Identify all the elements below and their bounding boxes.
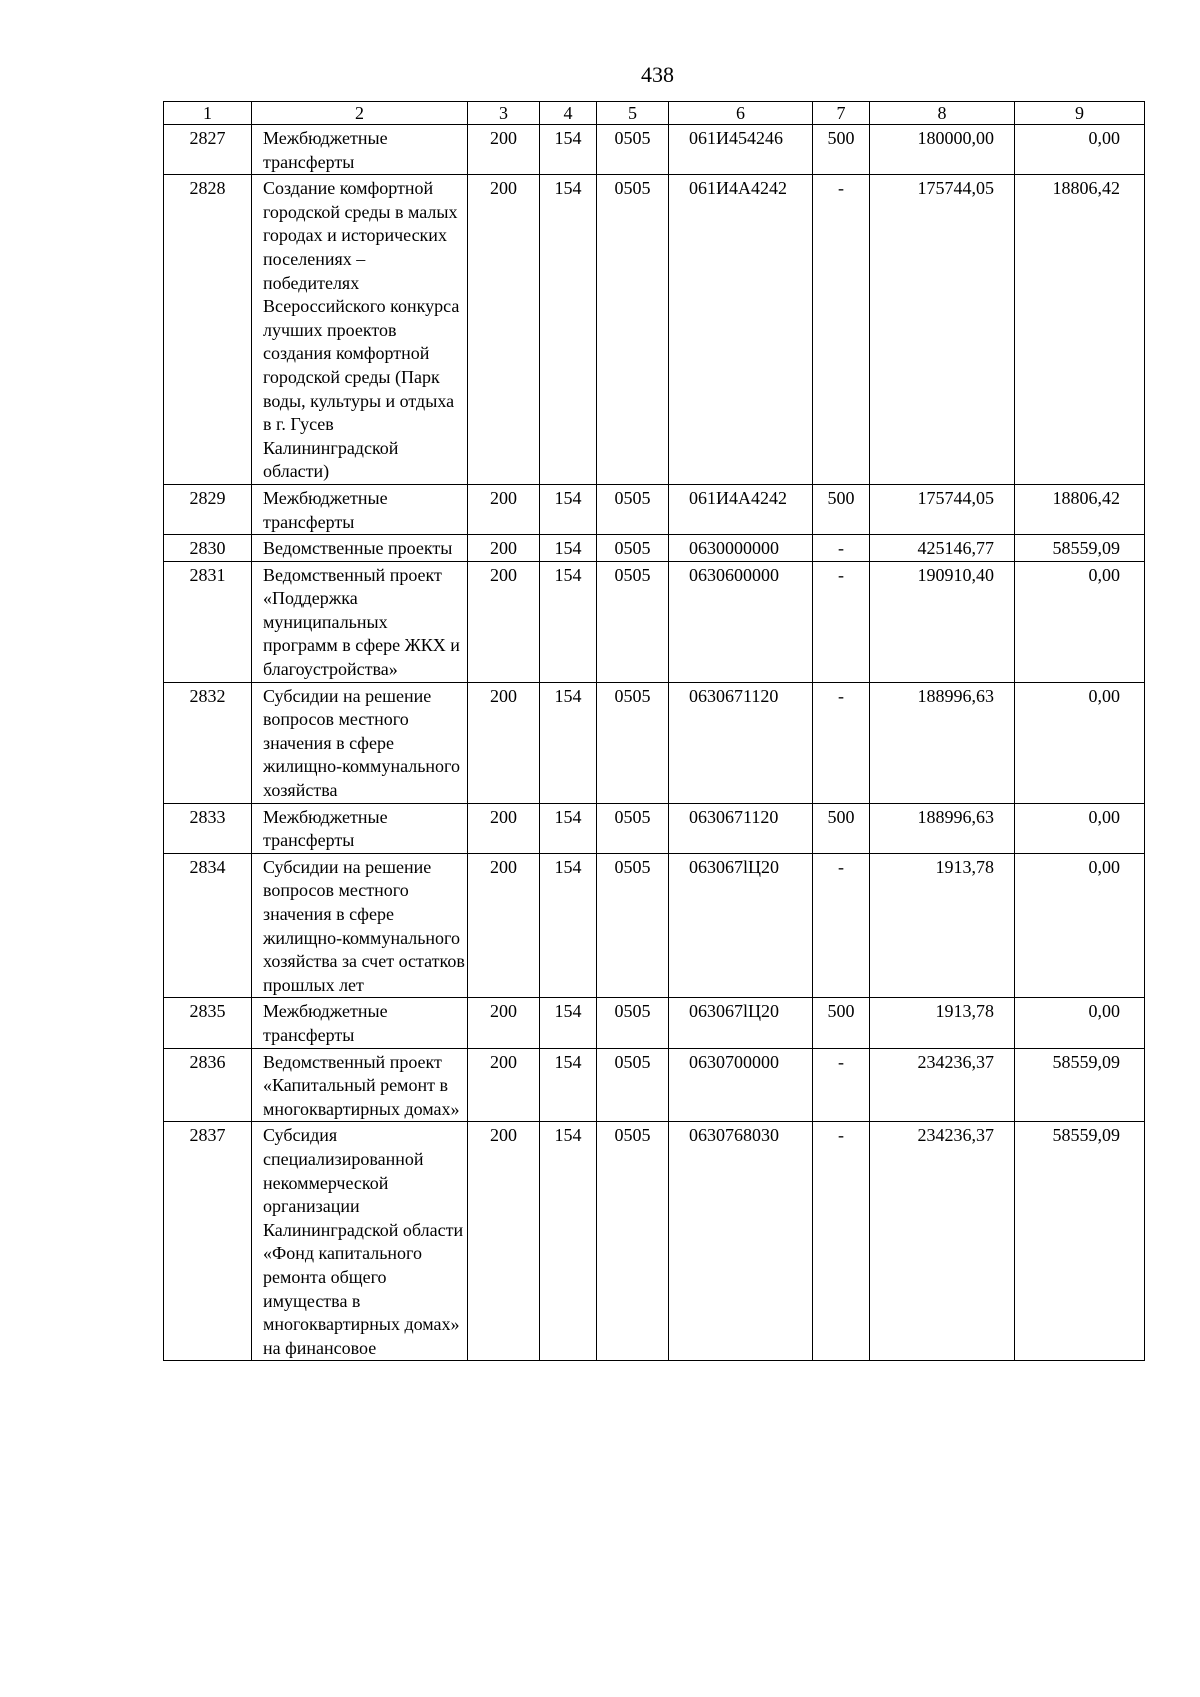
code-cell: 0505: [597, 803, 669, 853]
expense-type-cell: 500: [813, 484, 870, 534]
table-row: [164, 484, 1145, 534]
amount-cell: 1913,78: [870, 998, 1015, 1048]
code-cell: 154: [540, 535, 597, 562]
table-row: [164, 682, 1145, 803]
code-cell: 154: [540, 803, 597, 853]
target-article-cell: 061И4А4242: [669, 484, 813, 534]
page-number: 438: [641, 62, 674, 87]
row-number-cell: 2837: [164, 1122, 252, 1361]
code-cell: 0505: [597, 682, 669, 803]
budget-table: [163, 101, 1145, 1361]
expense-type-cell: 500: [813, 125, 870, 175]
amount-cell: 58559,09: [1015, 535, 1145, 562]
row-number-cell: 2828: [164, 175, 252, 485]
target-article-cell: 0630600000: [669, 561, 813, 682]
row-name-cell: Межбюджетные трансферты: [252, 803, 468, 853]
table-row: [164, 1122, 1145, 1361]
code-cell: 200: [468, 1122, 540, 1361]
row-number-cell: 2830: [164, 535, 252, 562]
code-cell: 200: [468, 803, 540, 853]
code-cell: 200: [468, 853, 540, 998]
code-cell: 200: [468, 561, 540, 682]
column-header-row: [164, 102, 1145, 125]
row-name-cell: Межбюджетные трансферты: [252, 998, 468, 1048]
table-row: [164, 1048, 1145, 1122]
column-header: 5: [597, 102, 669, 125]
row-name-cell: Создание комфортной городской среды в малых городах и исторических поселениях – победителях Всероссийского конкурса лучших проектов создания комфортной городской среды (Парк воды, культуры и отдыха в г. Гусев Калининградской области): [252, 175, 468, 485]
amount-cell: 58559,09: [1015, 1048, 1145, 1122]
row-name-cell: Межбюджетные трансферты: [252, 125, 468, 175]
row-name-cell: Межбюджетные трансферты: [252, 484, 468, 534]
row-name-cell: Ведомственный проект «Капитальный ремонт в многоквартирных домах»: [252, 1048, 468, 1122]
code-cell: 0505: [597, 535, 669, 562]
table-row: [164, 998, 1145, 1048]
amount-cell: 58559,09: [1015, 1122, 1145, 1361]
code-cell: 154: [540, 175, 597, 485]
column-header: 2: [252, 102, 468, 125]
expense-type-cell: -: [813, 1048, 870, 1122]
column-header: 7: [813, 102, 870, 125]
column-header: 4: [540, 102, 597, 125]
code-cell: 200: [468, 682, 540, 803]
code-cell: 154: [540, 561, 597, 682]
row-number-cell: 2833: [164, 803, 252, 853]
target-article-cell: 063067lЦ20: [669, 853, 813, 998]
column-header: 8: [870, 102, 1015, 125]
amount-cell: 0,00: [1015, 853, 1145, 998]
amount-cell: 188996,63: [870, 682, 1015, 803]
code-cell: 200: [468, 535, 540, 562]
row-number-cell: 2835: [164, 998, 252, 1048]
code-cell: 0505: [597, 1048, 669, 1122]
code-cell: 154: [540, 484, 597, 534]
code-cell: 200: [468, 1048, 540, 1122]
target-article-cell: 063067lЦ20: [669, 998, 813, 1048]
row-number-cell: 2827: [164, 125, 252, 175]
amount-cell: 0,00: [1015, 682, 1145, 803]
code-cell: 154: [540, 853, 597, 998]
expense-type-cell: -: [813, 682, 870, 803]
amount-cell: 190910,40: [870, 561, 1015, 682]
amount-cell: 175744,05: [870, 175, 1015, 485]
target-article-cell: 061И4А4242: [669, 175, 813, 485]
code-cell: 0505: [597, 853, 669, 998]
table-row: [164, 125, 1145, 175]
code-cell: 200: [468, 175, 540, 485]
amount-cell: 18806,42: [1015, 175, 1145, 485]
expense-type-cell: -: [813, 561, 870, 682]
target-article-cell: 0630768030: [669, 1122, 813, 1361]
amount-cell: 175744,05: [870, 484, 1015, 534]
code-cell: 154: [540, 1048, 597, 1122]
expense-type-cell: -: [813, 1122, 870, 1361]
amount-cell: 180000,00: [870, 125, 1015, 175]
amount-cell: 425146,77: [870, 535, 1015, 562]
row-number-cell: 2836: [164, 1048, 252, 1122]
column-header: 9: [1015, 102, 1145, 125]
target-article-cell: 0630000000: [669, 535, 813, 562]
table-row: [164, 853, 1145, 998]
code-cell: 0505: [597, 998, 669, 1048]
row-number-cell: 2832: [164, 682, 252, 803]
expense-type-cell: 500: [813, 998, 870, 1048]
amount-cell: 0,00: [1015, 125, 1145, 175]
code-cell: 200: [468, 125, 540, 175]
code-cell: 0505: [597, 561, 669, 682]
table-row: [164, 535, 1145, 562]
expense-type-cell: -: [813, 175, 870, 485]
row-name-cell: Ведомственные проекты: [252, 535, 468, 562]
amount-cell: 234236,37: [870, 1048, 1015, 1122]
table-row: [164, 803, 1145, 853]
code-cell: 154: [540, 1122, 597, 1361]
code-cell: 0505: [597, 175, 669, 485]
target-article-cell: 061И454246: [669, 125, 813, 175]
row-name-cell: Ведомственный проект «Поддержка муниципальных программ в сфере ЖКХ и благоустройства»: [252, 561, 468, 682]
row-number-cell: 2831: [164, 561, 252, 682]
code-cell: 154: [540, 682, 597, 803]
code-cell: 200: [468, 998, 540, 1048]
expense-type-cell: -: [813, 535, 870, 562]
table-row: [164, 175, 1145, 485]
expense-type-cell: 500: [813, 803, 870, 853]
column-header: 6: [669, 102, 813, 125]
row-name-cell: Субсидия специализированной некоммерческой организации Калининградской области «Фонд капитального ремонта общего имущества в многоквартирных домах» на финансовое: [252, 1122, 468, 1361]
row-number-cell: 2829: [164, 484, 252, 534]
target-article-cell: 0630671120: [669, 682, 813, 803]
code-cell: 200: [468, 484, 540, 534]
column-header: 3: [468, 102, 540, 125]
code-cell: 0505: [597, 484, 669, 534]
row-name-cell: Субсидии на решение вопросов местного значения в сфере жилищно-коммунального хозяйства: [252, 682, 468, 803]
amount-cell: 0,00: [1015, 803, 1145, 853]
amount-cell: 234236,37: [870, 1122, 1015, 1361]
code-cell: 154: [540, 125, 597, 175]
row-name-cell: Субсидии на решение вопросов местного значения в сфере жилищно-коммунального хозяйства за счет остатков прошлых лет: [252, 853, 468, 998]
column-header: 1: [164, 102, 252, 125]
code-cell: 154: [540, 998, 597, 1048]
expense-type-cell: -: [813, 853, 870, 998]
target-article-cell: 0630700000: [669, 1048, 813, 1122]
amount-cell: 18806,42: [1015, 484, 1145, 534]
amount-cell: 188996,63: [870, 803, 1015, 853]
code-cell: 0505: [597, 125, 669, 175]
target-article-cell: 0630671120: [669, 803, 813, 853]
table-body: [164, 125, 1145, 1361]
amount-cell: 1913,78: [870, 853, 1015, 998]
table-row: [164, 561, 1145, 682]
amount-cell: 0,00: [1015, 561, 1145, 682]
code-cell: 0505: [597, 1122, 669, 1361]
row-number-cell: 2834: [164, 853, 252, 998]
amount-cell: 0,00: [1015, 998, 1145, 1048]
